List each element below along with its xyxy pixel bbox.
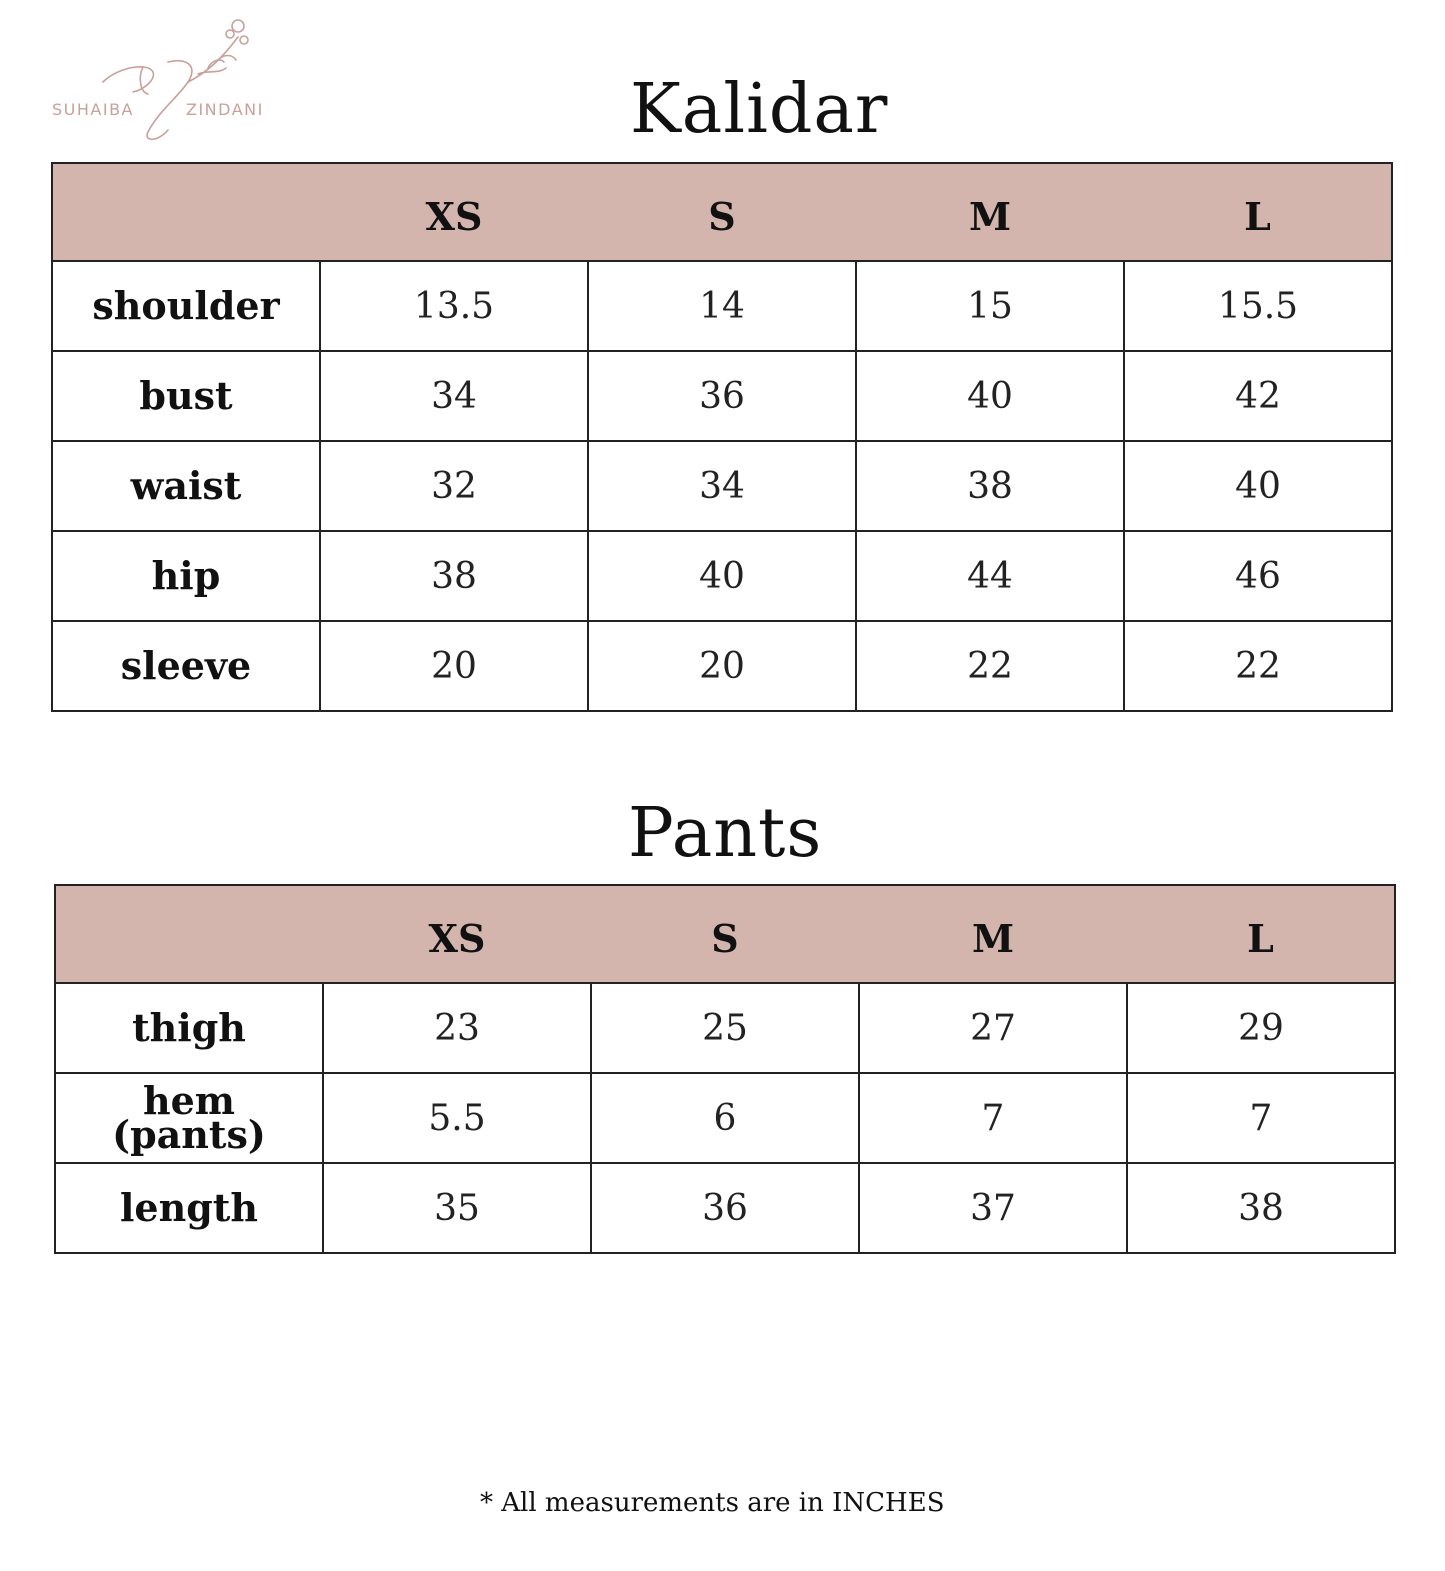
table-cell: 22: [856, 621, 1124, 711]
size-header-l: L: [1127, 885, 1395, 983]
size-header-m: M: [856, 163, 1124, 261]
row-label-hem-line2: (pants): [112, 1112, 266, 1157]
table-cell: 40: [856, 351, 1124, 441]
table-row: [52, 621, 1392, 711]
kalidar-size-table: [51, 162, 1393, 712]
row-label-waist: waist: [52, 441, 320, 531]
table-cell: 27: [859, 983, 1127, 1073]
table-cell: 15.5: [1124, 261, 1392, 351]
table-cell: 22: [1124, 621, 1392, 711]
size-header-s: S: [591, 885, 859, 983]
brand-logo: [48, 12, 280, 150]
header-empty-cell: [52, 163, 320, 261]
table-cell: 20: [588, 621, 856, 711]
row-label-hip: hip: [52, 531, 320, 621]
brand-name-left: SUHAIBA: [52, 100, 134, 119]
table-header-row: [55, 885, 1395, 983]
row-label-hem-pants: [55, 1073, 323, 1163]
table-cell: 46: [1124, 531, 1392, 621]
brand-name-right: ZINDANI: [186, 100, 264, 119]
table-cell: 36: [591, 1163, 859, 1253]
table-cell: 36: [588, 351, 856, 441]
table-cell: 13.5: [320, 261, 588, 351]
table-cell: 7: [1127, 1073, 1395, 1163]
size-header-m: M: [859, 885, 1127, 983]
table-row: [52, 351, 1392, 441]
measurement-footnote: * All measurements are in INCHES: [480, 1488, 945, 1518]
row-label-bust: bust: [52, 351, 320, 441]
table-cell: 14: [588, 261, 856, 351]
size-header-l: L: [1124, 163, 1392, 261]
row-label-thigh: thigh: [55, 983, 323, 1073]
table-row: [52, 531, 1392, 621]
table-cell: 25: [591, 983, 859, 1073]
table-row: [52, 441, 1392, 531]
table-cell: 40: [588, 531, 856, 621]
table-cell: 23: [323, 983, 591, 1073]
table-cell: 38: [856, 441, 1124, 531]
table-cell: 42: [1124, 351, 1392, 441]
kalidar-title: Kalidar: [630, 70, 889, 149]
size-header-xs: XS: [320, 163, 588, 261]
table-row: [55, 983, 1395, 1073]
table-cell: 29: [1127, 983, 1395, 1073]
row-label-sleeve: sleeve: [52, 621, 320, 711]
table-cell: 34: [320, 351, 588, 441]
table-cell: 5.5: [323, 1073, 591, 1163]
table-cell: 35: [323, 1163, 591, 1253]
table-cell: 32: [320, 441, 588, 531]
table-cell: 44: [856, 531, 1124, 621]
table-cell: 20: [320, 621, 588, 711]
table-cell: 7: [859, 1073, 1127, 1163]
pants-title: Pants: [628, 794, 823, 873]
table-cell: 40: [1124, 441, 1392, 531]
table-cell: 37: [859, 1163, 1127, 1253]
table-header-row: [52, 163, 1392, 261]
table-row: [52, 261, 1392, 351]
table-cell: 15: [856, 261, 1124, 351]
row-label-length: length: [55, 1163, 323, 1253]
size-header-xs: XS: [323, 885, 591, 983]
header-empty-cell: [55, 885, 323, 983]
table-cell: 38: [1127, 1163, 1395, 1253]
floral-monogram-icon: [48, 12, 280, 150]
row-label-shoulder: shoulder: [52, 261, 320, 351]
table-cell: 6: [591, 1073, 859, 1163]
table-cell: 38: [320, 531, 588, 621]
table-row: [55, 1163, 1395, 1253]
table-cell: 34: [588, 441, 856, 531]
table-row: [55, 1073, 1395, 1163]
size-header-s: S: [588, 163, 856, 261]
row-label-hem-line1: hem: [142, 1077, 235, 1123]
pants-size-table: [54, 884, 1396, 1254]
